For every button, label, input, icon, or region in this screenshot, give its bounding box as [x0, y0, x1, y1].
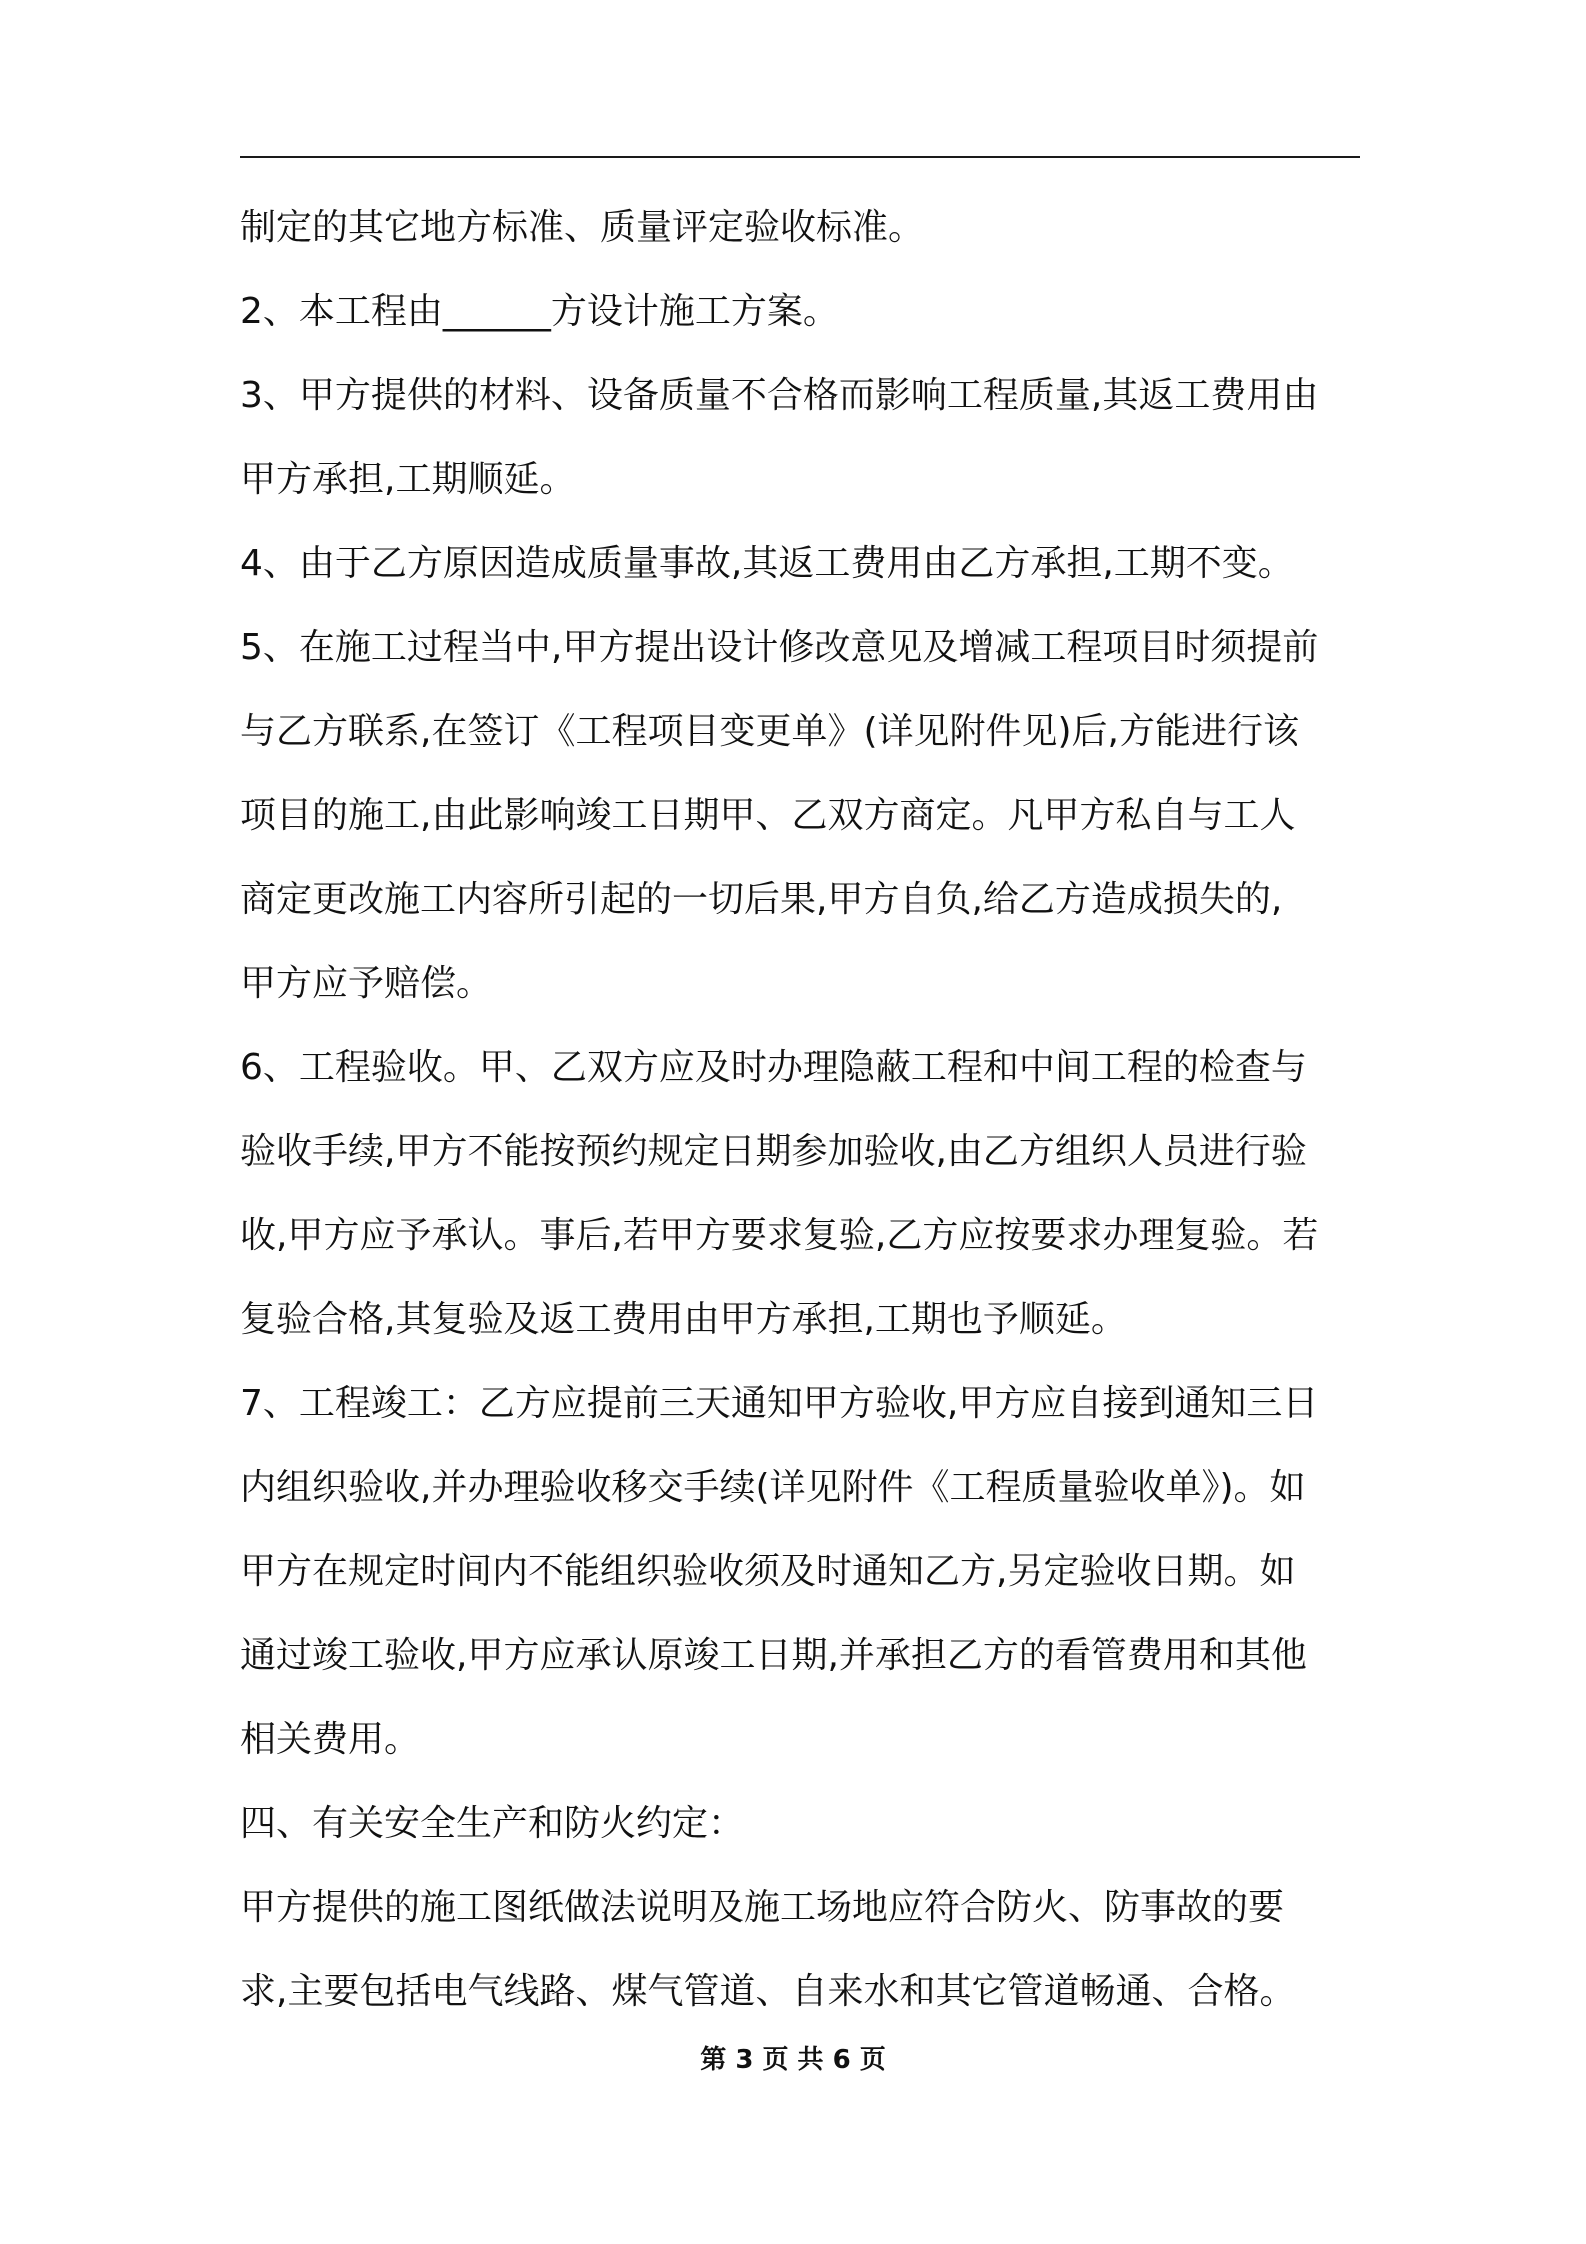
- text-line: 通过竣工验收,甲方应承认原竣工日期,并承担乙方的看管费用和其他: [240, 1635, 1307, 1676]
- text-line: 2、本工程由______方设计施工方案。: [240, 291, 839, 332]
- text-line: 复验合格,其复验及返工费用由甲方承担,工期也予顺延。: [240, 1299, 1127, 1340]
- text-line: 制定的其它地方标准、质量评定验收标准。: [240, 207, 925, 248]
- text-line: 商定更改施工内容所引起的一切后果,甲方自负,给乙方造成损失的,: [240, 879, 1283, 920]
- text-line: 相关费用。: [240, 1719, 421, 1760]
- text-line: 6、工程验收。甲、乙双方应及时办理隐蔽工程和中间工程的检查与: [240, 1047, 1307, 1088]
- text-line: 与乙方联系,在签订《工程项目变更单》(详见附件见)后,方能进行该: [240, 711, 1299, 752]
- text-line: 收,甲方应予承认。事后,若甲方要求复验,乙方应按要求办理复验。若: [240, 1215, 1319, 1256]
- text-line: 项目的施工,由此影响竣工日期甲、乙双方商定。凡甲方私自与工人: [240, 795, 1296, 836]
- text-line: 验收手续,甲方不能按预约规定日期参加验收,由乙方组织人员进行验: [240, 1131, 1307, 1172]
- page-number: 第 3 页 共 6 页: [700, 2045, 886, 2075]
- header-rule: [240, 156, 1360, 158]
- text-line: 甲方在规定时间内不能组织验收须及时通知乙方,另定验收日期。如: [240, 1551, 1296, 1592]
- text-line: 内组织验收,并办理验收移交手续(详见附件《工程质量验收单》)。如: [240, 1467, 1306, 1508]
- text-line: 7、工程竣工：乙方应提前三天通知甲方验收,甲方应自接到通知三日: [240, 1383, 1319, 1424]
- text-line: 求,主要包括电气线路、煤气管道、自来水和其它管道畅通、合格。: [240, 1971, 1296, 2012]
- section-heading: 四、有关安全生产和防火约定：: [240, 1803, 745, 1844]
- text-line: 4、由于乙方原因造成质量事故,其返工费用由乙方承担,工期不变。: [240, 543, 1294, 584]
- text-line: 甲方应予赔偿。: [240, 963, 493, 1004]
- text-line: 甲方承担,工期顺延。: [240, 459, 576, 500]
- text-line: 甲方提供的施工图纸做法说明及施工场地应符合防火、防事故的要: [240, 1887, 1285, 1928]
- text-line: 5、在施工过程当中,甲方提出设计修改意见及增减工程项目时须提前: [240, 627, 1319, 668]
- text-line: 3、甲方提供的材料、设备质量不合格而影响工程质量,其返工费用由: [240, 375, 1319, 416]
